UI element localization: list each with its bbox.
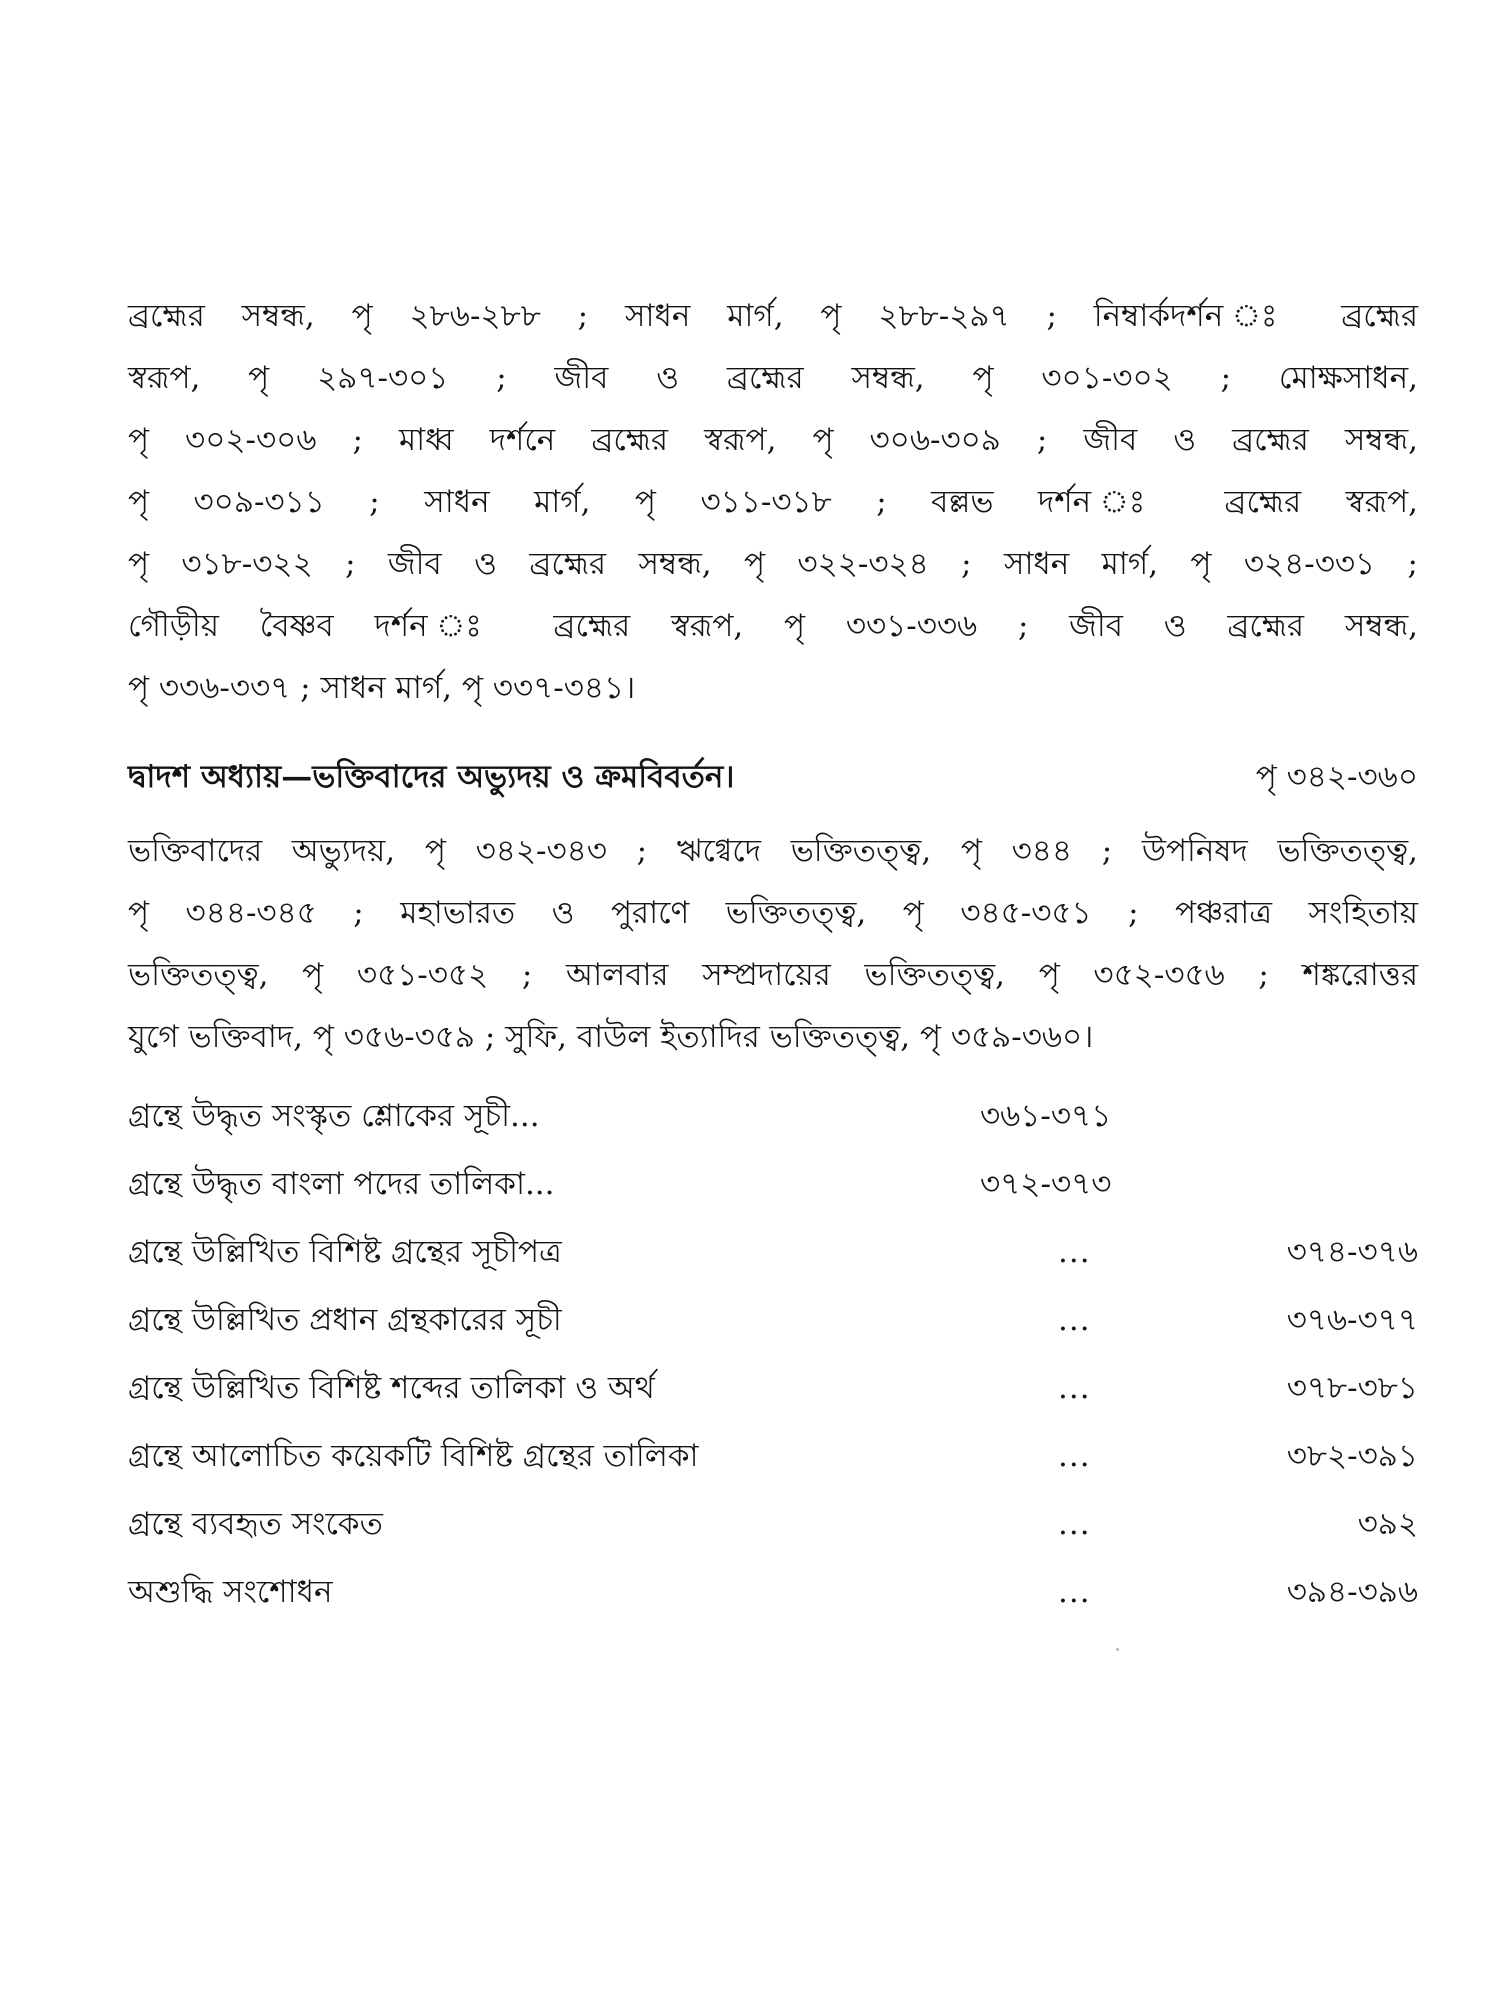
chapter-12-heading	[128, 748, 1418, 810]
entry-title: গ্রন্থে আলোচিত কয়েকটি বিশিষ্ট গ্রন্থের তালিকা	[128, 1438, 699, 1474]
text-line: স্বরূপ, পৃ ২৯৭-৩০১ ; জীব ও ব্রহ্মের সম্বন্ধ, পৃ ৩০১-৩০২ ; মোক্ষসাধন,	[128, 360, 1418, 396]
index-entry	[128, 1354, 1418, 1422]
text-line: পৃ ৩০২-৩০৬ ; মাধ্ব দর্শনে ব্রহ্মের স্বরূপ, পৃ ৩০৬-৩০৯ ; জীব ও ব্রহ্মের সম্বন্ধ,	[128, 422, 1418, 458]
text-line: যুগে ভক্তিবাদ, পৃ ৩৫৬-৩৫৯ ; সুফি, বাউল ইত্যাদির ভক্তিতত্ত্ব, পৃ ৩৫৯-৩৬০।	[128, 1019, 1094, 1055]
entry-title: অশুদ্ধি সংশোধন	[128, 1574, 333, 1610]
index-entry	[128, 1422, 1418, 1490]
index-entry	[128, 1490, 1418, 1558]
entry-leader: ...	[1058, 1302, 1091, 1338]
index-entry	[128, 1558, 1418, 1626]
entry-pages: ৩৭৬-৩৭৭	[1286, 1302, 1418, 1338]
entry-pages: ৩৭৮-৩৮১	[1286, 1370, 1418, 1406]
scan-speck	[1116, 1648, 1119, 1651]
entry-title: গ্রন্থে উল্লিখিত প্রধান গ্রন্থকারের সূচী	[128, 1302, 562, 1338]
intro-paragraph	[128, 285, 1418, 719]
entry-title: গ্রন্থে উদ্ধৃত সংস্কৃত শ্লোকের সূচী...	[128, 1098, 540, 1134]
entry-leader: ...	[1058, 1370, 1091, 1406]
entry-pages: ৩৯৪-৩৯৬	[1286, 1574, 1418, 1610]
text-line: ভক্তিবাদের অভ্যুদয়, পৃ ৩৪২-৩৪৩ ; ঋগ্বেদে ভক্তিতত্ত্ব, পৃ ৩৪৪ ; উপনিষদ ভক্তিতত্ত্ব,	[128, 833, 1418, 869]
entry-pages: ৩৮২-৩৯১	[1286, 1438, 1418, 1474]
entry-pages: ৩৭২-৩৭৩	[980, 1166, 1112, 1202]
entry-title: গ্রন্থে ব্যবহৃত সংকেত	[128, 1506, 383, 1542]
appendix-index-list	[128, 1082, 1418, 1626]
entry-title: গ্রন্থে উল্লিখিত বিশিষ্ট শব্দের তালিকা ও অর্থ	[128, 1370, 655, 1406]
index-entry	[128, 1150, 1418, 1218]
text-line: পৃ ৩১৮-৩২২ ; জীব ও ব্রহ্মের সম্বন্ধ, পৃ ৩২২-৩২৪ ; সাধন মার্গ, পৃ ৩২৪-৩৩১ ;	[128, 546, 1418, 582]
chapter-12-summary	[128, 820, 1418, 1068]
chapter-page-range: পৃ ৩৪২-৩৬০	[1255, 759, 1418, 795]
text-line: ভক্তিতত্ত্ব, পৃ ৩৫১-৩৫২ ; আলবার সম্প্রদায়ের ভক্তিতত্ত্ব, পৃ ৩৫২-৩৫৬ ; শঙ্করোত্তর	[128, 957, 1418, 993]
entry-title: গ্রন্থে উল্লিখিত বিশিষ্ট গ্রন্থের সূচীপত্র	[128, 1234, 562, 1270]
text-line: পৃ ৩৪৪-৩৪৫ ; মহাভারত ও পুরাণে ভক্তিতত্ত্ব, পৃ ৩৪৫-৩৫১ ; পঞ্চরাত্র সংহিতায়	[128, 895, 1418, 931]
chapter-title: দ্বাদশ অধ্যায়—ভক্তিবাদের অভ্যুদয় ও ক্রমবিবর্তন।	[128, 759, 735, 795]
entry-pages: ৩৭৪-৩৭৬	[1286, 1234, 1418, 1270]
entry-pages: ৩৯২	[1357, 1506, 1418, 1542]
text-line: গৌড়ীয় বৈষ্ণব দর্শন ঃ ব্রহ্মের স্বরূপ, পৃ ৩৩১-৩৩৬ ; জীব ও ব্রহ্মের সম্বন্ধ,	[128, 608, 1418, 644]
entry-pages: ৩৬১-৩৭১	[980, 1098, 1112, 1134]
index-entry	[128, 1082, 1418, 1150]
text-line: পৃ ৩৩৬-৩৩৭ ; সাধন মার্গ, পৃ ৩৩৭-৩৪১।	[128, 670, 636, 706]
entry-leader: ...	[1058, 1574, 1091, 1610]
entry-leader: ...	[1058, 1506, 1091, 1542]
text-line: ব্রহ্মের সম্বন্ধ, পৃ ২৮৬-২৮৮ ; সাধন মার্গ, পৃ ২৮৮-২৯৭ ; নিম্বার্কদর্শন ঃ ব্রহ্মের	[128, 298, 1418, 334]
entry-leader: ...	[1058, 1234, 1091, 1270]
text-line: পৃ ৩০৯-৩১১ ; সাধন মার্গ, পৃ ৩১১-৩১৮ ; বল্লভ দর্শন ঃ ব্রহ্মের স্বরূপ,	[128, 484, 1418, 520]
index-entry	[128, 1218, 1418, 1286]
entry-title: গ্রন্থে উদ্ধৃত বাংলা পদের তালিকা...	[128, 1166, 555, 1202]
entry-leader: ...	[1058, 1438, 1091, 1474]
index-entry	[128, 1286, 1418, 1354]
